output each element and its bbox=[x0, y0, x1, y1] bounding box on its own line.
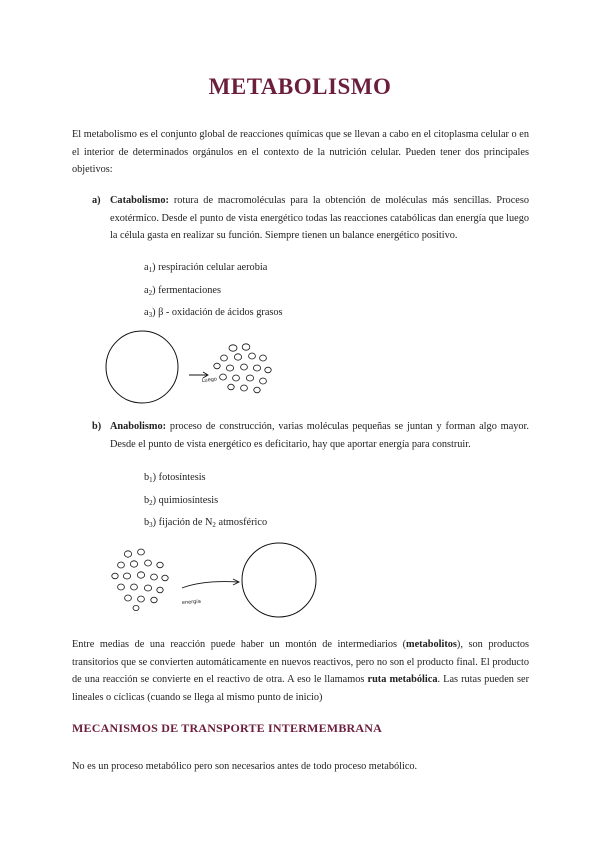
catabolismo-term: Catabolismo: bbox=[110, 195, 169, 206]
catabolismo-item bbox=[92, 192, 529, 245]
catabolismo-marker: a) bbox=[92, 195, 101, 206]
macromolecule-circle bbox=[242, 543, 316, 617]
page-title: METABOLISMO bbox=[208, 74, 392, 99]
term-metabolitos: metabolitos bbox=[406, 639, 457, 650]
anabolismo-marker: b) bbox=[92, 421, 102, 432]
list-item: $a_2$) fermentaciones bbox=[144, 284, 221, 297]
list-item: $a_1$) respiración celular aerobia bbox=[144, 262, 268, 274]
anabolismo-body bbox=[110, 418, 529, 453]
anabolism-diagram bbox=[108, 540, 348, 630]
catabolismo-text: rotura de macromoléculas para la obtención de moléculas más sencillas. Proceso exotérmico. Desde el punto de vista energético todas las reacciones catabólicas dan energía que luego la célula gasta en realizar su función. Siempre tienen un balance energético positivo. bbox=[110, 195, 529, 241]
list-item: $b_2$) quimiosíntesis bbox=[144, 494, 219, 507]
catabolism-arrow-label: Luego bbox=[201, 376, 218, 384]
term-ruta-metabolica: ruta metabólica bbox=[367, 674, 438, 685]
intro-paragraph: El metabolismo es el conjunto global de reacciones químicas que se llevan a cabo en el citoplasma celular o en el interior de determinados orgánulos en el contexto de la nutrición celular. Pueden tener dos principales objetivos: bbox=[72, 129, 529, 175]
small-molecules bbox=[112, 549, 168, 611]
catabolism-diagram bbox=[105, 330, 305, 410]
list-item: $a_3$) β - oxidación de ácidos grasos bbox=[144, 307, 283, 319]
metabolitos-paragraph: Entre medias de una reacción puede haber un montón de intermediarios (metabolitos), son productos transitorios que se convierten automáticamente en nuevos reactivos, pero no son el producto final. El producto de una reacción se convierte en el reactivo de otra. A eso le llamamos ruta metabólica. Las rutas pueden ser lineales o cíclicas (cuando se llega al mismo punto de inicio) bbox=[72, 639, 529, 703]
transport-paragraph: No es un proceso metabólico pero son necesarios antes de todo proceso metabólico. bbox=[72, 761, 418, 772]
macromolecule-circle bbox=[106, 331, 178, 403]
list-item: $b_3$) fijación de $N_2$ atmosférico bbox=[144, 517, 268, 529]
reaction-arrow bbox=[182, 582, 238, 588]
anabolism-arrow-label: energía bbox=[181, 598, 202, 606]
anabolismo-examples bbox=[144, 468, 267, 536]
catabolismo-body bbox=[110, 192, 529, 245]
catabolismo-examples bbox=[144, 258, 283, 326]
list-item: $b_1$) fotosíntesis bbox=[144, 472, 206, 484]
anabolismo-term: Anabolismo: bbox=[110, 421, 167, 432]
small-molecules bbox=[214, 344, 271, 393]
anabolismo-item bbox=[92, 418, 529, 453]
anabolismo-text: proceso de construcción, varias moléculas pequeñas se juntan y forman algo mayor. Desde el punto de vista energético es deficitario, hay que aportar energía para construir. bbox=[110, 421, 529, 450]
section-heading: MECANISMOS DE TRANSPORTE INTERMEMBRANA bbox=[72, 721, 382, 735]
